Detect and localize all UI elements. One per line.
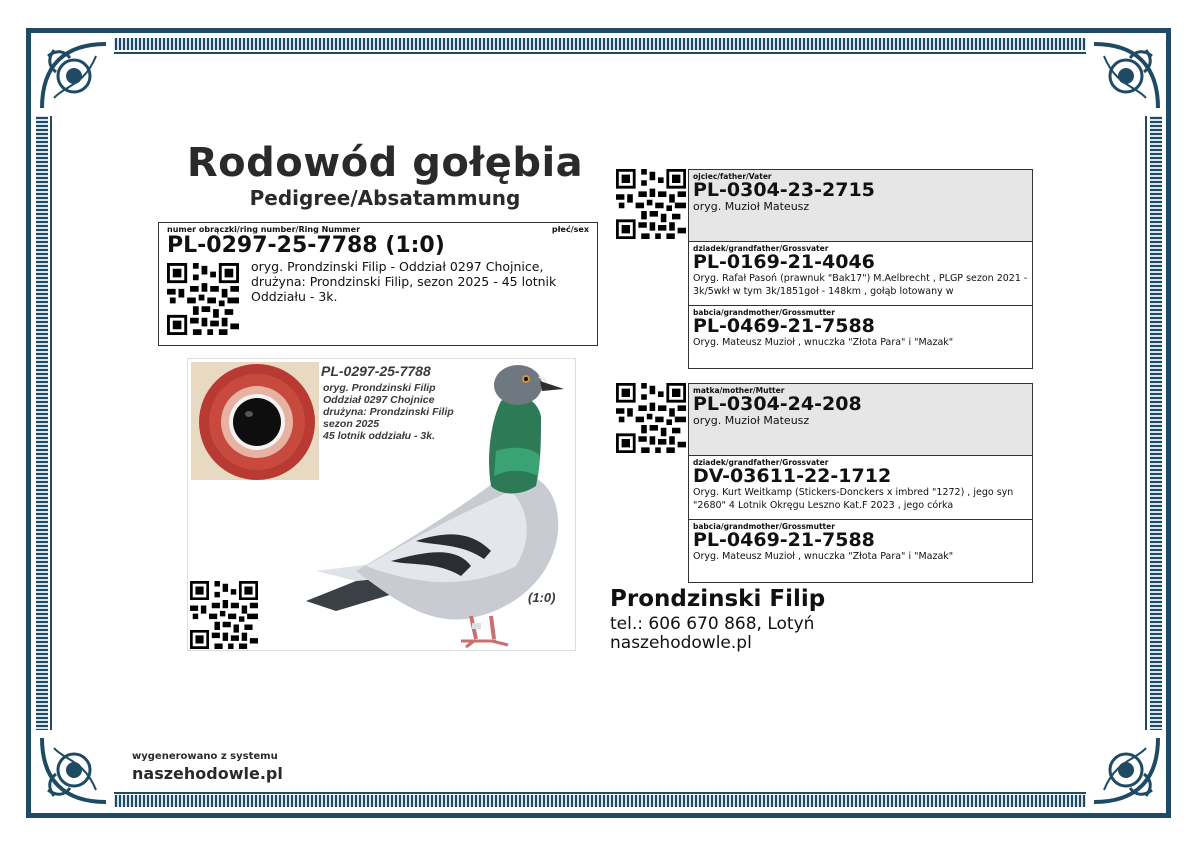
corner-ornament-top-right xyxy=(1086,36,1166,116)
mother-block xyxy=(688,383,1033,583)
father-block xyxy=(688,169,1033,369)
grandmother-description: Oryg. Mateusz Muzioł , wnuczka "Złota Para" i "Mazak" xyxy=(693,337,954,348)
page-subtitle: Pedigree/Absatammung xyxy=(249,186,521,210)
frame-band-top xyxy=(95,38,1103,50)
sex-label: płeć/sex xyxy=(551,225,589,234)
frame-band-right xyxy=(1150,110,1162,735)
mother-label: matka/mother/Mutter xyxy=(693,386,785,395)
owner-name: Prondzinski Filip xyxy=(610,586,826,612)
qr-code-icon xyxy=(167,263,239,335)
grandmother-label: babcia/grandmother/Grossmutter xyxy=(693,308,835,317)
main-ring-box xyxy=(158,222,598,346)
father-ring-number: PL-0304-23-2715 xyxy=(693,179,875,201)
owner-website[interactable]: naszehodowle.pl xyxy=(610,633,752,653)
main-ring-number: PL-0297-25-7788 (1:0) xyxy=(167,233,445,258)
corner-ornament-bottom-left xyxy=(34,730,114,810)
grandmother-description: Oryg. Mateusz Muzioł , wnuczka "Złota Para" i "Mazak" xyxy=(693,551,954,562)
mother-description: oryg. Muzioł Mateusz xyxy=(693,414,810,427)
owner-phone: tel.: 606 670 868, Lotyń xyxy=(610,614,815,634)
corner-ornament-top-left xyxy=(34,36,114,116)
frame-band-left xyxy=(36,110,48,735)
pigeon-image xyxy=(296,361,576,649)
photo-line: oryg. Prondzinski Filip xyxy=(323,382,436,394)
father-description: oryg. Muzioł Mateusz xyxy=(693,200,810,213)
father-cell xyxy=(689,170,1032,242)
photo-line: 45 lotnik oddziału - 3k. xyxy=(323,430,436,442)
maternal-grandmother-cell xyxy=(689,520,1032,582)
grandfather-description: Oryg. Kurt Weitkamp (Stickers-Donckers x imbred "1272) , jego syn "2680" 4 Lotnik Okręgu Leszno Kat.F 2023 , jego córka xyxy=(693,487,1014,511)
mother-cell xyxy=(689,384,1032,456)
ring-number-label: numer obrączki/ring number/Ring Nummer xyxy=(167,225,361,234)
grandfather-description: Oryg. Rafał Pasoń (prawnuk "Bak17") M.Aelbrecht , PLGP sezon 2021 - 3k/5wkł w tym 3k/1851goł - 148km , gołąb lotowany w xyxy=(693,273,1028,297)
father-label: ojciec/father/Vater xyxy=(693,172,772,181)
photo-ring-number: PL-0297-25-7788 xyxy=(321,363,431,379)
grandmother-ring-number: PL-0469-21-7588 xyxy=(693,529,875,551)
grandmother-ring-number: PL-0469-21-7588 xyxy=(693,315,875,337)
generated-by-label: wygenerowano z systemu xyxy=(132,751,278,762)
grandfather-ring-number: PL-0169-21-4046 xyxy=(693,251,875,273)
qr-code-icon xyxy=(616,169,686,239)
frame-band-bottom xyxy=(95,795,1103,807)
photo-line: Oddział 0297 Chojnice xyxy=(323,394,435,406)
paternal-grandfather-cell xyxy=(689,242,1032,306)
photo-line: drużyna: Prondzinski Filip xyxy=(323,406,454,418)
pigeon-photo-panel xyxy=(187,358,576,651)
grandfather-label: dziadek/grandfather/Grossvater xyxy=(693,458,829,467)
grandmother-label: babcia/grandmother/Grossmutter xyxy=(693,522,835,531)
grandfather-label: dziadek/grandfather/Grossvater xyxy=(693,244,829,253)
page-title: Rodowód gołębia xyxy=(186,140,584,186)
photo-line: sezon 2025 xyxy=(323,418,380,430)
qr-code-icon xyxy=(616,383,686,453)
qr-code-icon xyxy=(190,581,258,649)
corner-ornament-bottom-right xyxy=(1086,730,1166,810)
footer-brand-link[interactable]: naszehodowle.pl xyxy=(132,764,283,783)
grandfather-ring-number: DV-03611-22-1712 xyxy=(693,465,892,487)
main-ring-description: oryg. Prondzinski Filip - Oddział 0297 Chojnice, drużyna: Prondzinski Filip, sezon 2025 - 45 lotnik Oddziału - 3k. xyxy=(251,259,557,304)
photo-sex: (1:0) xyxy=(528,590,556,605)
paternal-grandmother-cell xyxy=(689,306,1032,368)
mother-ring-number: PL-0304-24-208 xyxy=(693,393,862,415)
maternal-grandfather-cell xyxy=(689,456,1032,520)
